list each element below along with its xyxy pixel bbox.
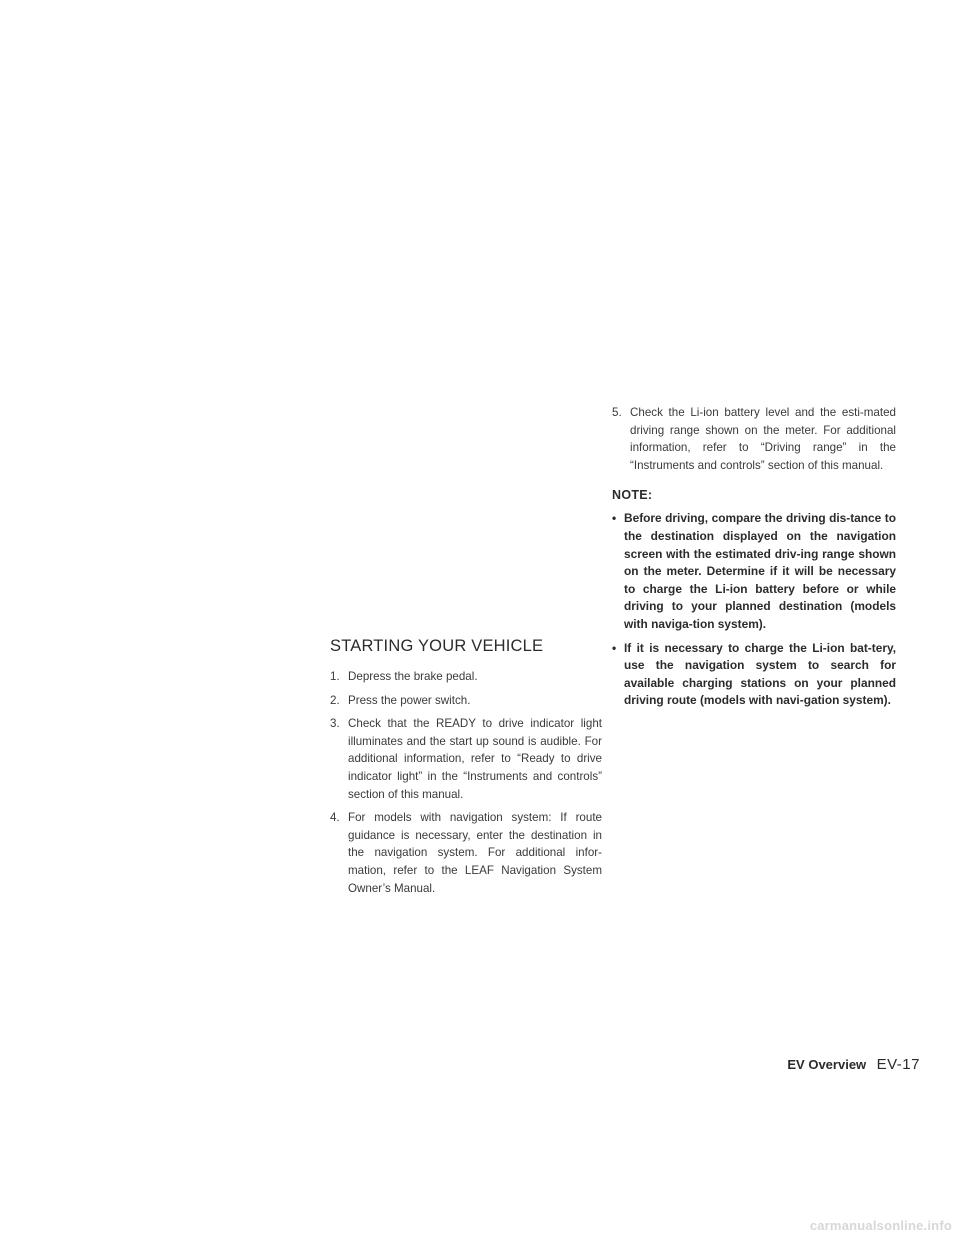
- watermark: carmanualsonline.info: [809, 1218, 952, 1233]
- steps-list-continued: [612, 404, 896, 474]
- steps-list: [330, 668, 602, 897]
- bullet-icon: •: [612, 511, 617, 526]
- notes-list: [612, 510, 896, 710]
- section-title: STARTING YOUR VEHICLE: [330, 637, 544, 655]
- right-column: [612, 404, 896, 716]
- step-text: Check the Li-ion battery level and the esti-mated driving range shown on the meter. For additional information, refer to “Driving range” in the “Instruments and controls” section of this manual.: [630, 406, 896, 472]
- step-item: [330, 692, 602, 710]
- note-text: If it is necessary to charge the Li-ion bat-tery, use the navigation system to search for available charging stations on your planned driving route (models with navi-gation system).: [624, 640, 896, 708]
- note-item: [612, 510, 896, 633]
- step-number: 1.: [330, 670, 340, 683]
- note-item: [612, 640, 896, 710]
- step-number: 3.: [330, 717, 340, 731]
- step-item: [330, 668, 602, 686]
- step-number: 4.: [330, 811, 340, 825]
- step-number: 5.: [612, 406, 622, 419]
- bullet-icon: •: [612, 640, 617, 655]
- page-number: EV-17: [876, 1056, 920, 1073]
- step-item: [330, 809, 602, 897]
- step-item: [612, 404, 896, 474]
- step-text: Depress the brake pedal.: [348, 670, 478, 683]
- step-text: For models with navigation system: If route guidance is necessary, enter the destination in the navigation system. For additional infor-mation, refer to the LEAF Navigation System Owner’s Manual.: [348, 811, 602, 895]
- step-text: Check that the READY to drive indicator light illuminates and the start up sound is audible. For additional information, refer to “Ready to drive indicator light” in the “Instruments and controls” section of this manual.: [348, 717, 602, 801]
- note-text: Before driving, compare the driving dis-tance to the destination displayed on the navigation screen with the estimated driv-ing range shown on the meter. Determine if it will be necessary to charge the Li-ion battery before or while driving to your planned destination (models with naviga-tion system).: [624, 511, 896, 631]
- footer-section-name: EV Overview: [787, 1057, 867, 1072]
- page-footer: [787, 1056, 920, 1074]
- step-text: Press the power switch.: [348, 693, 471, 707]
- note-heading: NOTE:: [612, 488, 653, 503]
- step-number: 2.: [330, 693, 340, 707]
- left-column: [330, 634, 602, 903]
- step-item: [330, 715, 602, 803]
